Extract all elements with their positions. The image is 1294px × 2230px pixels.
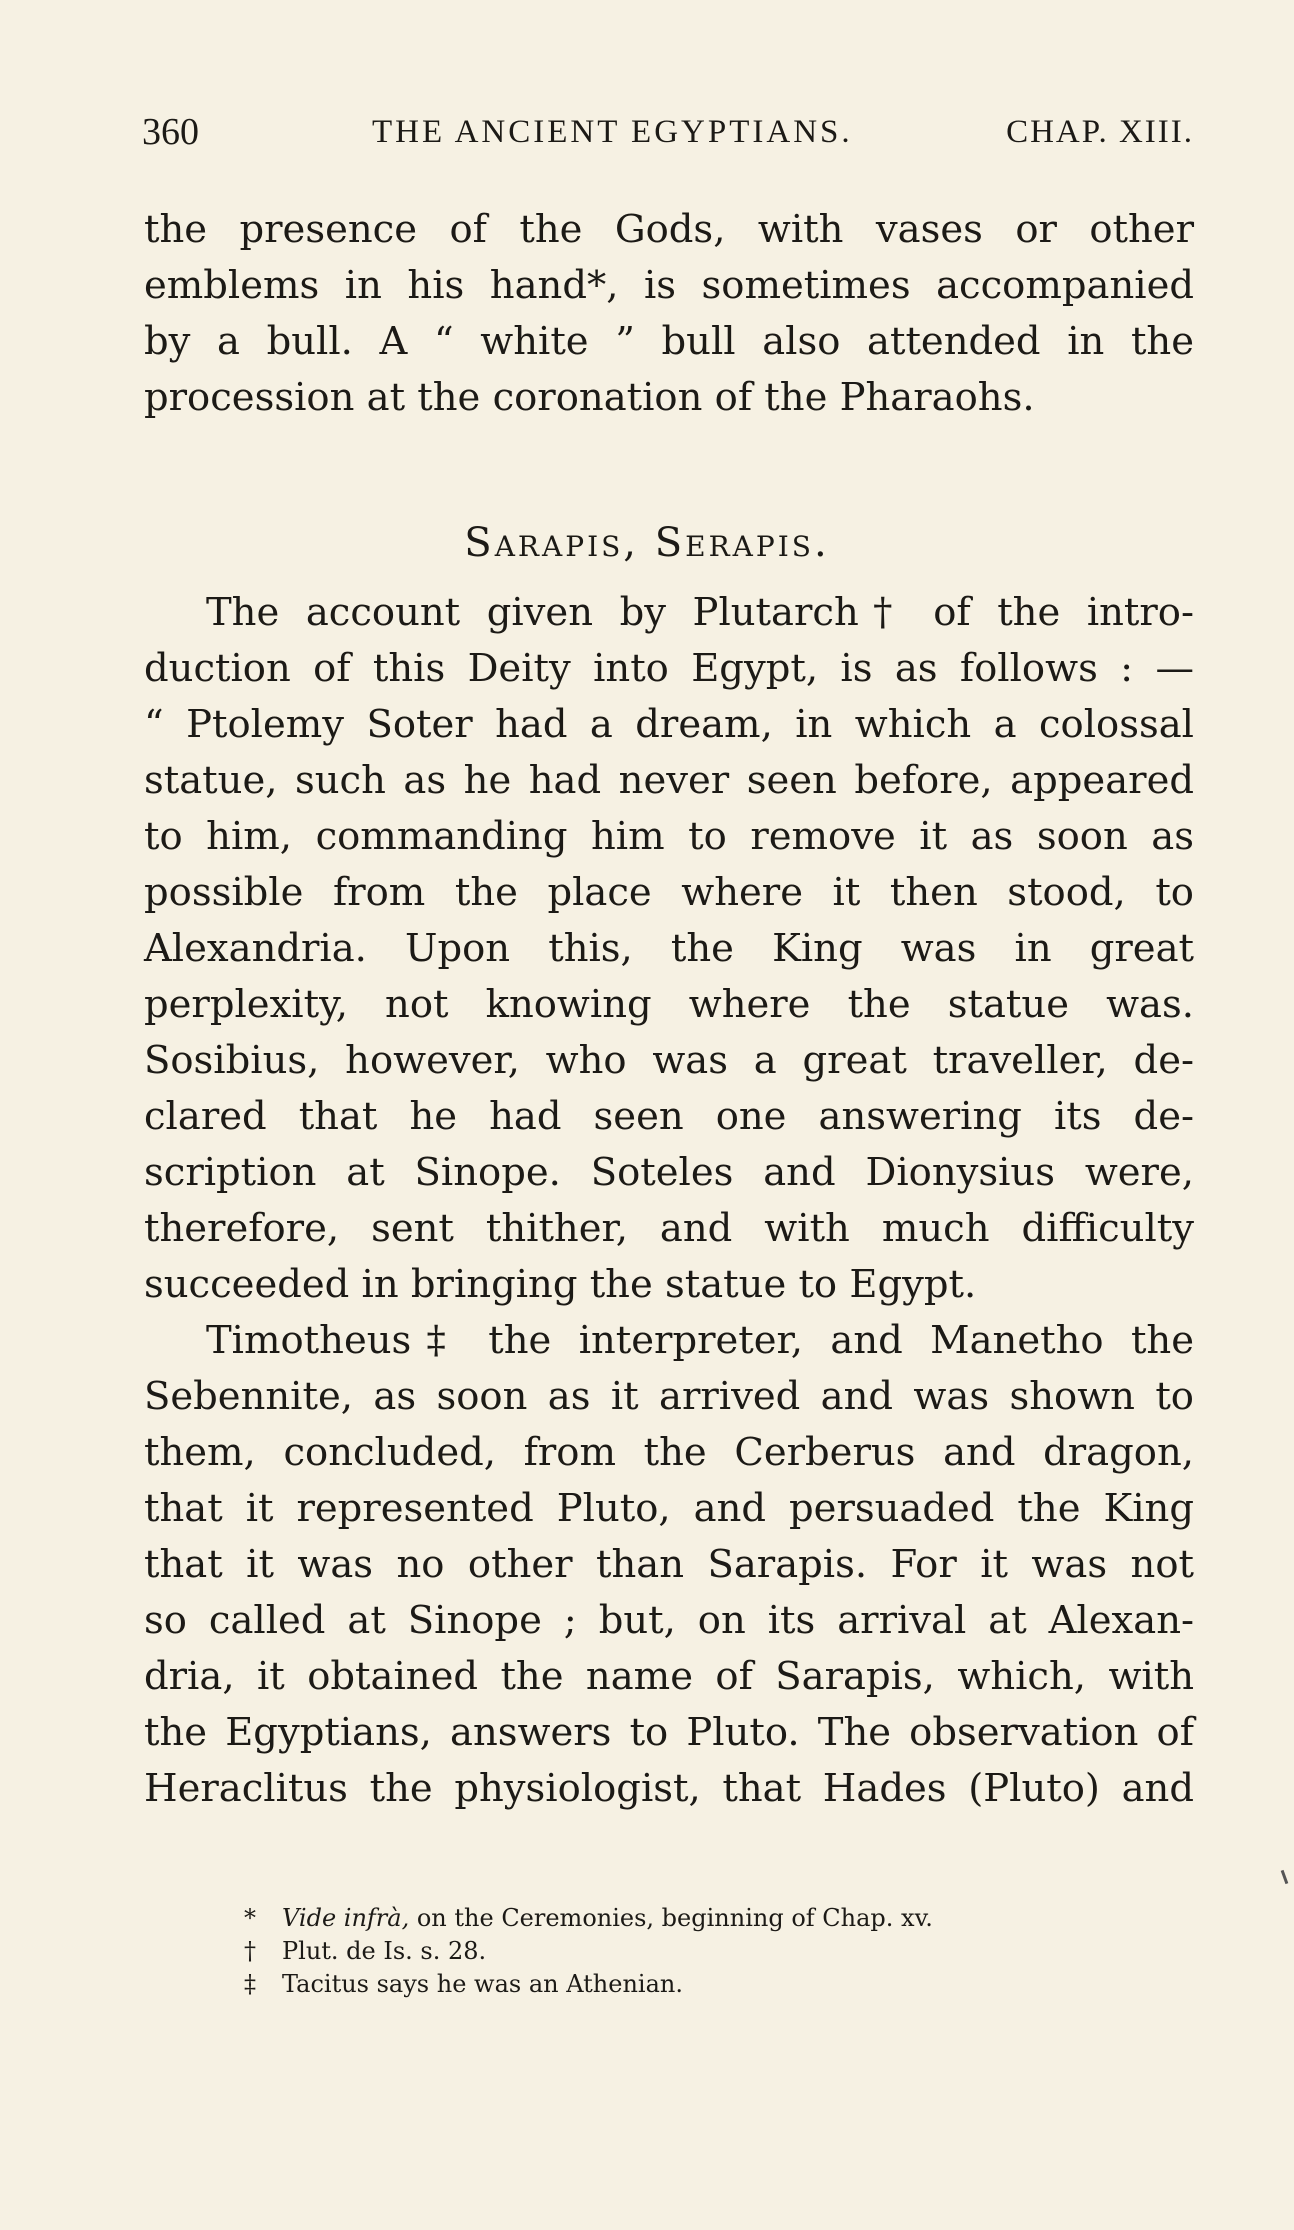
text-line: that it was no other than Sarapis. For it was not: [144, 1542, 1194, 1587]
main-paragraph: [144, 585, 1194, 1817]
margin-mark: [1281, 1870, 1289, 1884]
footnotes: [244, 1902, 1144, 2001]
text-line: procession at the coronation of the Pharaohs.: [144, 375, 1035, 420]
text-line: The account given by Plutarch† of the intro-: [206, 590, 1194, 635]
text-line: possible from the place where it then stood, to: [144, 870, 1194, 915]
footnote-mark: ‡: [244, 1970, 256, 1998]
text-line: perplexity, not knowing where the statue was.: [144, 982, 1194, 1027]
chapter-label: CHAP. XIII.: [1006, 114, 1194, 150]
text-line: the Egyptians, answers to Pluto. The observation of: [144, 1710, 1194, 1755]
text-line: to him, commanding him to remove it as soon as: [144, 814, 1194, 859]
text-line: them, concluded, from the Cerberus and dragon,: [144, 1430, 1194, 1475]
text-line: clared that he had seen one answering its de-: [144, 1094, 1194, 1139]
text-line: succeeded in bringing the statue to Egypt.: [144, 1262, 977, 1307]
footnote: [244, 1968, 1144, 2001]
text-line: emblems in his hand*, is sometimes accompanied: [144, 263, 1194, 308]
footnote-mark: †: [244, 1937, 256, 1965]
text-line: Sosibius, however, who was a great traveller, de-: [144, 1038, 1194, 1083]
text-line: Alexandria. Upon this, the King was in great: [144, 926, 1194, 971]
text-line: the presence of the Gods, with vases or other: [144, 207, 1194, 252]
footnote-text: on the Ceremonies, beginning of Chap. xv.: [409, 1904, 933, 1932]
text-line: duction of this Deity into Egypt, is as follows : —: [144, 646, 1194, 691]
text-line: therefore, sent thither, and with much difficulty: [144, 1206, 1194, 1251]
running-title: THE ANCIENT EGYPTIANS.: [372, 114, 853, 150]
text-line: by a bull. A “ white ” bull also attended in the: [144, 319, 1194, 364]
footnote: [244, 1902, 1144, 1935]
footnote-text: Plut. de Is. s. 28.: [282, 1937, 487, 1965]
text-line: Sebennite, as soon as it arrived and was shown to: [144, 1374, 1194, 1419]
page-number: 360: [142, 111, 199, 153]
text-line: statue, such as he had never seen before, appeared: [144, 758, 1194, 803]
top-paragraph: [144, 202, 1194, 426]
footnote-mark: *: [244, 1904, 256, 1932]
text-line: “ Ptolemy Soter had a dream, in which a colossal: [144, 702, 1194, 747]
text-line: Heraclitus the physiologist, that Hades (Pluto) and: [144, 1766, 1194, 1811]
text-line: dria, it obtained the name of Sarapis, which, with: [144, 1654, 1194, 1699]
section-heading: Sarapis, Serapis.: [464, 520, 830, 566]
footnote: [244, 1935, 1144, 1968]
text-line: that it represented Pluto, and persuaded the King: [144, 1486, 1194, 1531]
footnote-italic: Vide infrà,: [282, 1904, 410, 1932]
text-line: so called at Sinope ; but, on its arrival at Alexan-: [144, 1598, 1194, 1643]
text-line: scription at Sinope. Soteles and Dionysius were,: [144, 1150, 1194, 1195]
text-line: Timotheus‡ the interpreter, and Manetho the: [206, 1318, 1194, 1363]
footnote-text: Tacitus says he was an Athenian.: [282, 1970, 683, 1998]
running-head: [142, 110, 1194, 156]
